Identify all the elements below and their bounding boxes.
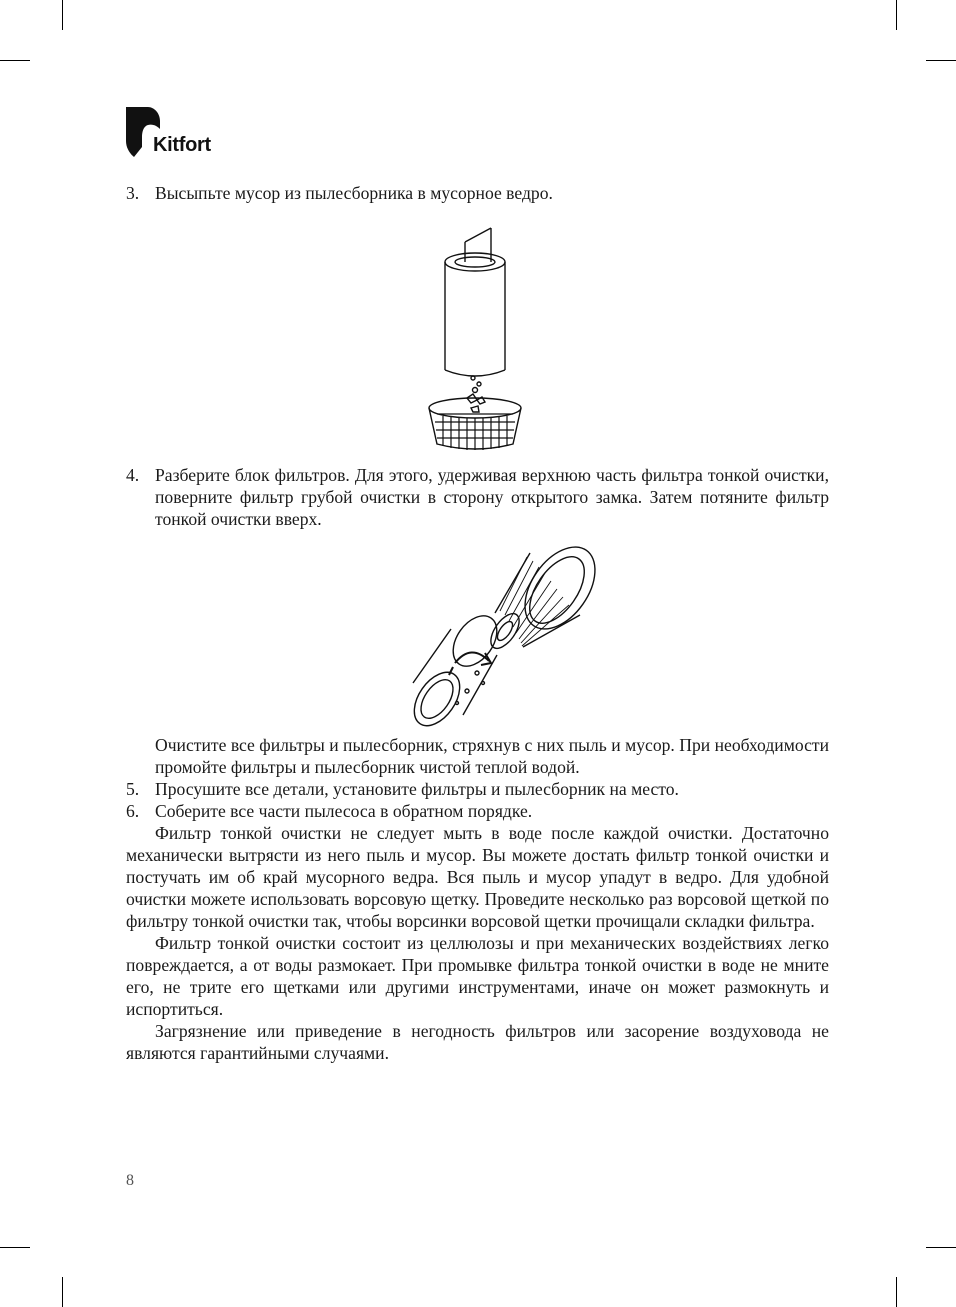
brand-name: Kitfort	[153, 134, 211, 156]
step-number: 3.	[126, 183, 140, 203]
crop-mark	[926, 1247, 956, 1248]
step-number: 5.	[126, 779, 140, 799]
crop-mark	[896, 1277, 897, 1307]
step-text: Разберите блок фильтров. Для этого, удерживая верхнюю часть фильтра тонкой очистки, поверните фильтр грубой очистки в сторону открытого замка. Затем потяните фильтр тонкой очистки вверх.	[155, 465, 829, 529]
paragraph: Фильтр тонкой очистки состоит из целлюлозы и при механических воздействиях легко повреждается, а от воды размокает. При промывке фильтра тонкой очистки в воде не мните его, не трите его щетками или другими инструментами, иначе он может размокнуть и испортиться.	[126, 933, 829, 1019]
step-text: Просушите все детали, установите фильтры и пылесборник на место.	[155, 779, 679, 799]
step-4	[126, 464, 829, 530]
step-number: 6.	[126, 801, 140, 821]
step-6	[126, 800, 829, 822]
step-text: Высыпьте мусор из пылесборника в мусорное ведро.	[155, 183, 553, 203]
step-3	[126, 182, 829, 204]
step-5	[126, 778, 829, 800]
crop-mark	[0, 1247, 30, 1248]
dust-bin-emptying-illustration	[415, 222, 530, 452]
step-number: 4.	[126, 465, 140, 485]
crop-mark	[926, 60, 956, 61]
clean-filters-text: Очистите все фильтры и пылесборник, стряхнув с них пыль и мусор. При необходимости промойте фильтры и пылесборник чистой теплой водой.	[155, 735, 829, 777]
paragraph: Загрязнение или приведение в негодность фильтров или засорение воздуховода не являются гарантийными случаями.	[126, 1021, 829, 1063]
instructions-block	[126, 734, 829, 1064]
page-number: 8	[126, 1172, 134, 1189]
crop-mark	[62, 0, 63, 30]
step-text: Соберите все части пылесоса в обратном порядке.	[155, 801, 533, 821]
paragraph: Фильтр тонкой очистки не следует мыть в воде после каждой очистки. Достаточно механически вытрясти из него пыль и мусор. Вы можете достать фильтр тонкой очистки и постучать им об край мусорного ведра. Вся пыль и мусор упадут в ведро. Для удобной очистки можете использовать ворсовую щетку. Проведите несколько раз ворсовой щеткой по фильтру тонкой очистки так, чтобы ворсинки ворсовой щетки прочищали складки фильтра.	[126, 823, 829, 931]
crop-mark	[896, 0, 897, 30]
filter-disassembly-illustration	[405, 543, 605, 728]
crop-mark	[0, 60, 30, 61]
crop-mark	[62, 1277, 63, 1307]
